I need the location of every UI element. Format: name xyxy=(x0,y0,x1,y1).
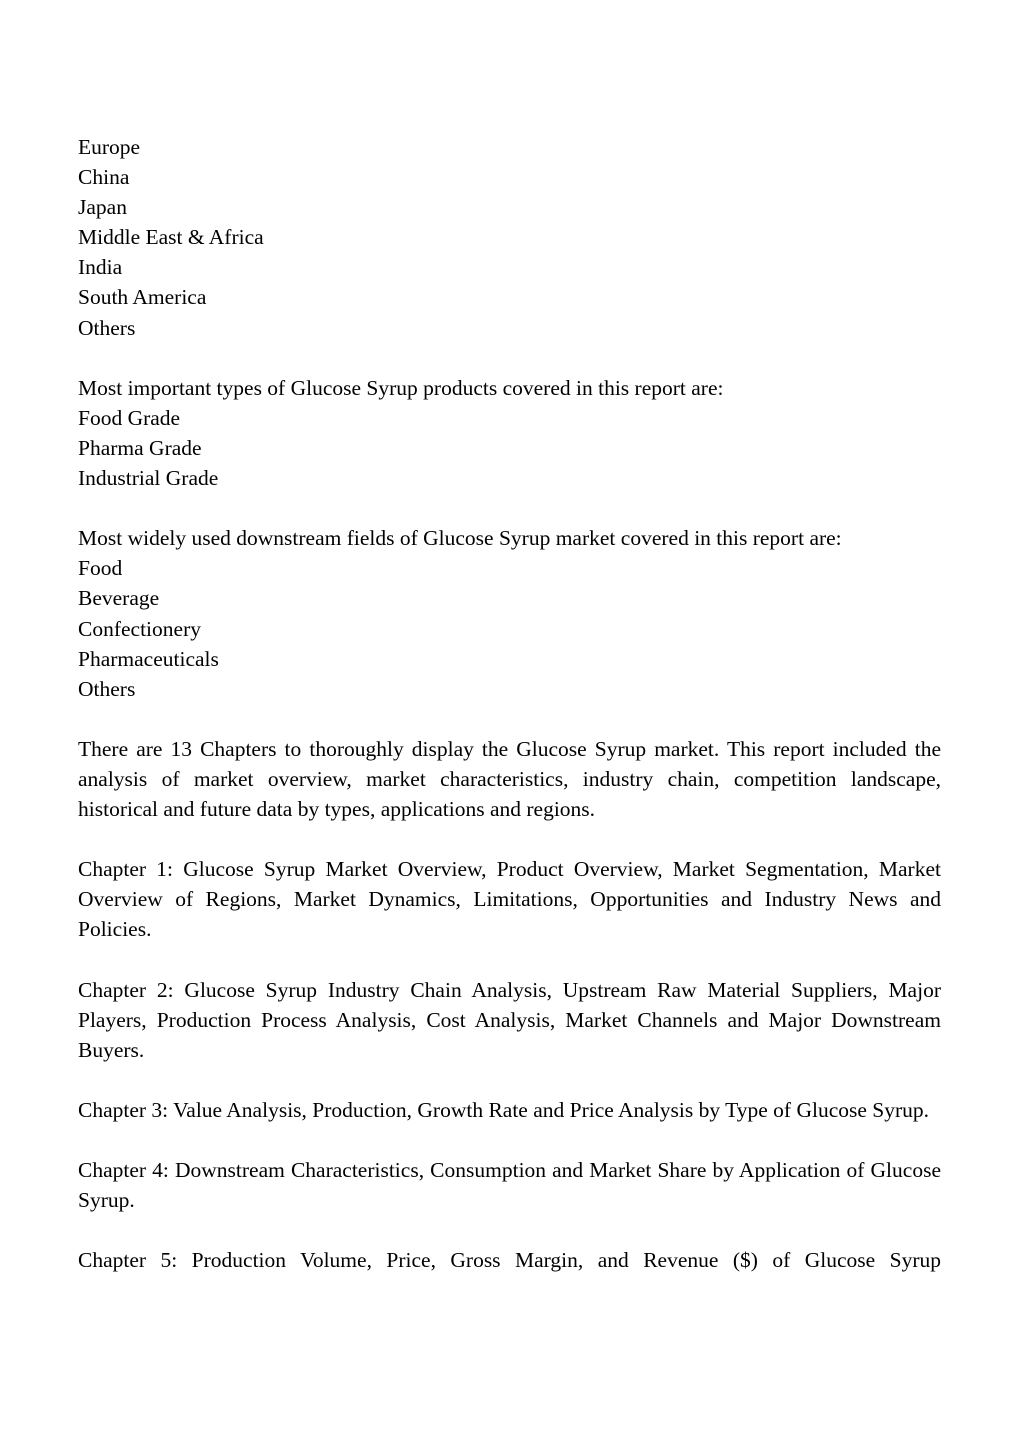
paragraph-gap xyxy=(78,1125,941,1155)
applications-intro: Most widely used downstream fields of Glucose Syrup market covered in this report are: xyxy=(78,526,842,551)
paragraph-gap xyxy=(78,1215,941,1245)
chapter-3-paragraph: Chapter 3: Value Analysis, Production, Growth Rate and Price Analysis by Type of Glucose Syrup. xyxy=(78,1098,930,1122)
list-item-region: Japan xyxy=(78,195,127,220)
list-item-application: Beverage xyxy=(78,586,160,611)
list-item-region: Europe xyxy=(78,135,141,159)
chapters-intro-paragraph: There are 13 Chapters to thoroughly display the Glucose Syrup market. This report included the analysis of market overview, market characteristics, industry chain, competition landscape, historical and future data by types, applications and regions. xyxy=(78,736,941,822)
list-item-region: India xyxy=(78,255,123,280)
list-item-application: Pharmaceuticals xyxy=(78,646,219,671)
list-item-region: Others xyxy=(78,315,136,340)
paragraph-gap xyxy=(78,493,941,523)
list-item-application: Food xyxy=(78,556,123,581)
chapter-5-paragraph: Chapter 5: Production Volume, Price, Gross Margin, and Revenue ($) of Glucose Syrup xyxy=(78,1248,941,1273)
chapter-1-paragraph: Chapter 1: Glucose Syrup Market Overview, Product Overview, Market Segmentation, Market Overview of Regions, Market Dynamics, Limitations, Opportunities and Industry News and Policies. xyxy=(78,857,941,942)
chapter-2-paragraph: Chapter 2: Glucose Syrup Industry Chain Analysis, Upstream Raw Material Suppliers, Major Players, Production Process Analysis, Cost Analysis, Market Channels and Major Downstream Buyers. xyxy=(78,977,941,1062)
applications-section xyxy=(78,523,941,704)
list-item-type: Food Grade xyxy=(78,405,181,430)
list-item-region: South America xyxy=(78,285,207,310)
list-item-region: China xyxy=(78,165,130,190)
list-item-type: Pharma Grade xyxy=(78,435,202,460)
paragraph-gap xyxy=(78,343,941,373)
paragraph-gap xyxy=(78,824,941,854)
types-intro: Most important types of Glucose Syrup products covered in this report are: xyxy=(78,375,724,400)
regions-list xyxy=(78,132,941,343)
list-item-application: Confectionery xyxy=(78,616,201,641)
list-item-region: Middle East & Africa xyxy=(78,225,264,250)
paragraph-gap xyxy=(78,1065,941,1095)
list-item-application: Others xyxy=(78,676,136,701)
list-item-type: Industrial Grade xyxy=(78,466,219,491)
types-section xyxy=(78,373,941,493)
chapter-4-paragraph: Chapter 4: Downstream Characteristics, Consumption and Market Share by Application of Glucose Syrup. xyxy=(78,1158,941,1213)
paragraph-gap xyxy=(78,945,941,975)
document-page xyxy=(78,132,941,1276)
paragraph-gap xyxy=(78,704,941,734)
